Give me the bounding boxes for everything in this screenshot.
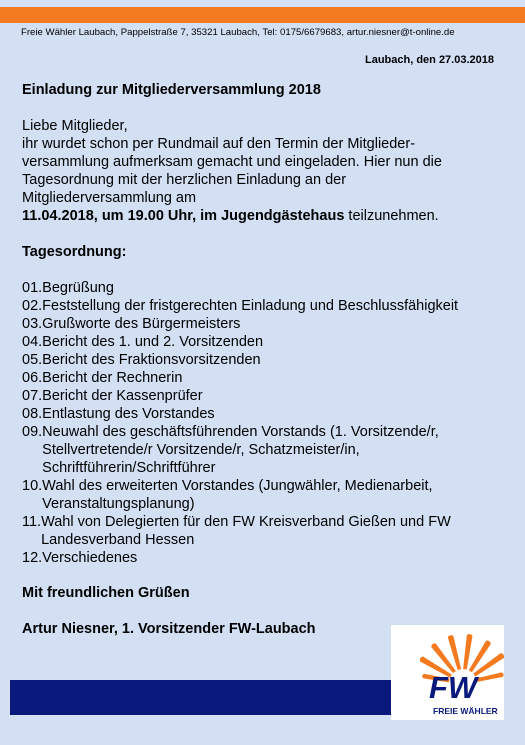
letter-title: Einladung zur Mitgliederversammlung 2018 [22, 82, 321, 98]
agenda-item-line: Neuwahl des geschäftsführenden Vorstands (1. Vorsitzende/r, [42, 424, 439, 440]
agenda-item-number: 08. [22, 406, 43, 422]
agenda-item [22, 549, 502, 567]
agenda-item-number: 03. [22, 316, 43, 332]
agenda-item [22, 387, 502, 405]
event-line [22, 207, 492, 225]
agenda-item-number: 11. [22, 514, 42, 530]
intro-paragraph [22, 135, 492, 225]
agenda-item-line: Veranstaltungsplanung) [42, 496, 195, 512]
agenda-item-label [42, 333, 502, 351]
agenda-item-label [42, 423, 502, 477]
agenda-item-line: Bericht der Kassenprüfer [42, 388, 203, 404]
agenda-item-number: 02. [22, 298, 43, 314]
agenda-item-label [42, 477, 502, 513]
intro-line: Mitgliederversammlung am [22, 190, 197, 206]
intro-line: versammlung aufmerksam gemacht und eingeladen. Hier nun die [22, 154, 442, 170]
event-details: 11.04.2018, um 19.00 Uhr, im Jugendgästehaus [22, 208, 345, 224]
agenda-item [22, 405, 502, 423]
sun-logo-icon [391, 625, 504, 720]
agenda-item-label [42, 549, 502, 567]
agenda-item-number: 06. [22, 370, 43, 386]
agenda-item-line: Entlastung des Vorstandes [42, 406, 215, 422]
greeting: Liebe Mitglieder, [22, 118, 128, 134]
agenda-item-line: Bericht der Rechnerin [42, 370, 183, 386]
agenda-item-label [42, 351, 502, 369]
agenda-item-line: Bericht des 1. und 2. Vorsitzenden [42, 334, 264, 350]
agenda-item [22, 369, 502, 387]
agenda-item-line: Landesverband Hessen [41, 532, 195, 548]
agenda-item-label [41, 513, 502, 549]
agenda-item-label [42, 297, 502, 315]
agenda-item-label [42, 279, 502, 297]
agenda-item [22, 315, 502, 333]
agenda-item [22, 423, 502, 477]
agenda-list [22, 279, 502, 567]
agenda-item-number: 01. [22, 280, 43, 296]
intro-line: Tagesordnung mit der herzlichen Einladung an der [22, 172, 347, 188]
agenda-item-line: Begrüßung [42, 280, 114, 296]
agenda-item-number: 12. [22, 550, 43, 566]
freie-waehler-logo [391, 625, 504, 720]
agenda-item [22, 351, 502, 369]
event-suffix: teilzunehmen. [344, 208, 439, 224]
agenda-item-line: Bericht des Fraktionsvorsitzenden [42, 352, 261, 368]
agenda-heading: Tagesordnung: [22, 244, 127, 260]
agenda-item-label [42, 405, 502, 423]
agenda-item-number: 04. [22, 334, 43, 350]
header-orange-bar [0, 7, 525, 23]
sun-ray [476, 672, 503, 682]
agenda-item-number: 09. [22, 424, 43, 440]
agenda-item-line: Stellvertretende/r Vorsitzende/r, Schatzmeister/in, [42, 442, 360, 458]
agenda-item-number: 10. [22, 478, 43, 494]
agenda-item-number: 05. [22, 352, 43, 368]
agenda-item-line: Verschiedenes [42, 550, 138, 566]
agenda-item [22, 333, 502, 351]
agenda-item-line: Schriftführerin/Schriftführer [42, 460, 216, 476]
place-date: Laubach, den 27.03.2018 [364, 54, 494, 66]
intro-line: ihr wurdet schon per Rundmail auf den Termin der Mitglieder- [22, 136, 416, 152]
agenda-item-label [42, 315, 502, 333]
agenda-item [22, 279, 502, 297]
agenda-item [22, 513, 502, 549]
agenda-item-line: Wahl des erweiterten Vorstandes (Jungwähler, Medienarbeit, [42, 478, 433, 494]
agenda-item-label [42, 369, 502, 387]
letterhead-address: Freie Wähler Laubach, Pappelstraße 7, 35321 Laubach, Tel: 0175/6679683, artur.niesner@t-online.de [21, 27, 455, 38]
closing: Mit freundlichen Grüßen [22, 585, 190, 601]
signature: Artur Niesner, 1. Vorsitzender FW-Laubach [22, 621, 316, 637]
agenda-item [22, 297, 502, 315]
agenda-item-line: Grußworte des Bürgermeisters [42, 316, 241, 332]
logo-caption: FREIE WÄHLER [433, 706, 498, 716]
agenda-item-line: Wahl von Delegierten für den FW Kreisverband Gießen und FW [41, 514, 451, 530]
agenda-item-label [42, 387, 502, 405]
agenda-item-number: 07. [22, 388, 43, 404]
footer-navy-bar [10, 680, 391, 715]
agenda-item-line: Feststellung der fristgerechten Einladung und Beschlussfähigkeit [42, 298, 459, 314]
sun-ray [463, 634, 472, 670]
logo-letters: FW [429, 670, 478, 705]
agenda-item [22, 477, 502, 513]
